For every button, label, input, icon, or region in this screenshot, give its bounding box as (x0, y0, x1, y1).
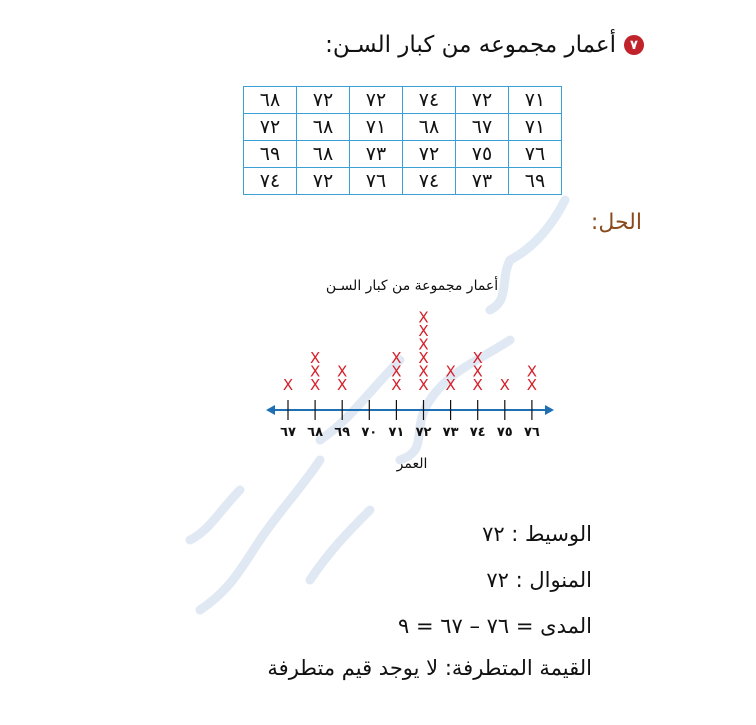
outlier-answer: القيمة المتطرفة: لا يوجد قيم متطرفة (267, 656, 592, 680)
table-cell: ٧١ (350, 114, 403, 141)
table-row (244, 114, 562, 141)
table-cell: ٧٢ (350, 87, 403, 114)
question-text: أعمار مجموعه من كبار السـن: (325, 32, 616, 58)
data-mark-x: X (418, 308, 429, 327)
data-mark-x: X (309, 376, 321, 394)
x-axis-label: العمر (396, 456, 428, 472)
data-mark-x: X (472, 349, 483, 367)
table-row (244, 87, 562, 114)
table-cell: ٧٣ (350, 141, 403, 168)
table-cell: ٧٢ (297, 87, 350, 114)
data-mark-x: X (282, 376, 294, 394)
table-cell: ٦٩ (244, 141, 297, 168)
solution-label: الحل: (590, 210, 642, 235)
data-mark-x: X (418, 349, 429, 367)
data-mark-x: X (391, 349, 402, 367)
table-cell: ٧٦ (509, 141, 562, 168)
data-mark-x: X (309, 349, 321, 367)
data-mark-x: X (472, 376, 483, 394)
table-cell: ٦٨ (297, 141, 350, 168)
data-mark-x: X (418, 376, 429, 394)
x-tick-label: ٧١ (388, 425, 405, 440)
table-cell: ٦٨ (403, 114, 456, 141)
median-answer: الوسيط : ٧٢ (482, 522, 592, 546)
table-cell: ٧٢ (297, 168, 350, 195)
data-mark-x: X (526, 376, 538, 394)
question-line (325, 32, 644, 58)
data-mark-x: X (499, 376, 510, 394)
chart-title: أعمار مجموعة من كبار السـن (325, 278, 499, 294)
ages-table (243, 86, 562, 195)
data-mark-x: X (337, 376, 348, 394)
table-cell: ٧٤ (244, 168, 297, 195)
range-answer: المدى = ٧٦ – ٦٧ = ٩ (398, 614, 592, 638)
question-number-badge: ٧ (624, 35, 644, 55)
table-cell: ٧٣ (456, 168, 509, 195)
table-cell: ٧٢ (403, 141, 456, 168)
table-cell: ٧٤ (403, 168, 456, 195)
data-mark-x: X (418, 322, 429, 340)
x-tick-label: ٧٦ (523, 425, 540, 440)
x-tick-label: ٦٨ (307, 425, 324, 440)
table-cell: ٦٨ (244, 87, 297, 114)
data-mark-x: X (445, 376, 456, 394)
table-cell: ٧٥ (456, 141, 509, 168)
table-cell: ٧٦ (350, 168, 403, 195)
data-mark-x: X (418, 335, 429, 354)
table-cell: ٦٨ (297, 114, 350, 141)
data-mark-x: X (472, 362, 483, 381)
x-tick-label: ٧٢ (415, 425, 432, 440)
table-cell: ٦٧ (456, 114, 509, 141)
table-cell: ٧٤ (403, 87, 456, 114)
table-cell: ٧٢ (244, 114, 297, 141)
x-tick-label: ٧٥ (496, 425, 513, 440)
data-mark-x: X (418, 362, 429, 381)
x-tick-label: ٦٩ (334, 425, 351, 440)
data-mark-x: X (391, 376, 402, 394)
x-tick-label: ٧٤ (469, 425, 486, 440)
mode-answer: المنوال : ٧٢ (486, 568, 592, 592)
data-mark-x: X (445, 362, 456, 381)
x-tick-label: ٧٣ (442, 425, 459, 440)
data-mark-x: X (337, 362, 348, 381)
axis-arrow-left (266, 405, 275, 415)
table-cell: ٧٢ (456, 87, 509, 114)
table-cell: ٧١ (509, 114, 562, 141)
table-cell: ٧١ (509, 87, 562, 114)
x-tick-label: ٦٧ (280, 425, 296, 440)
x-tick-label: ٧٠ (361, 425, 378, 440)
data-mark-x: X (526, 362, 538, 381)
table-cell: ٦٩ (509, 168, 562, 195)
data-mark-x: X (391, 362, 402, 381)
table-row (244, 141, 562, 168)
axis-arrow-right (545, 405, 554, 415)
data-mark-x: X (309, 362, 321, 381)
line-plot (260, 270, 560, 480)
table-row (244, 168, 562, 195)
